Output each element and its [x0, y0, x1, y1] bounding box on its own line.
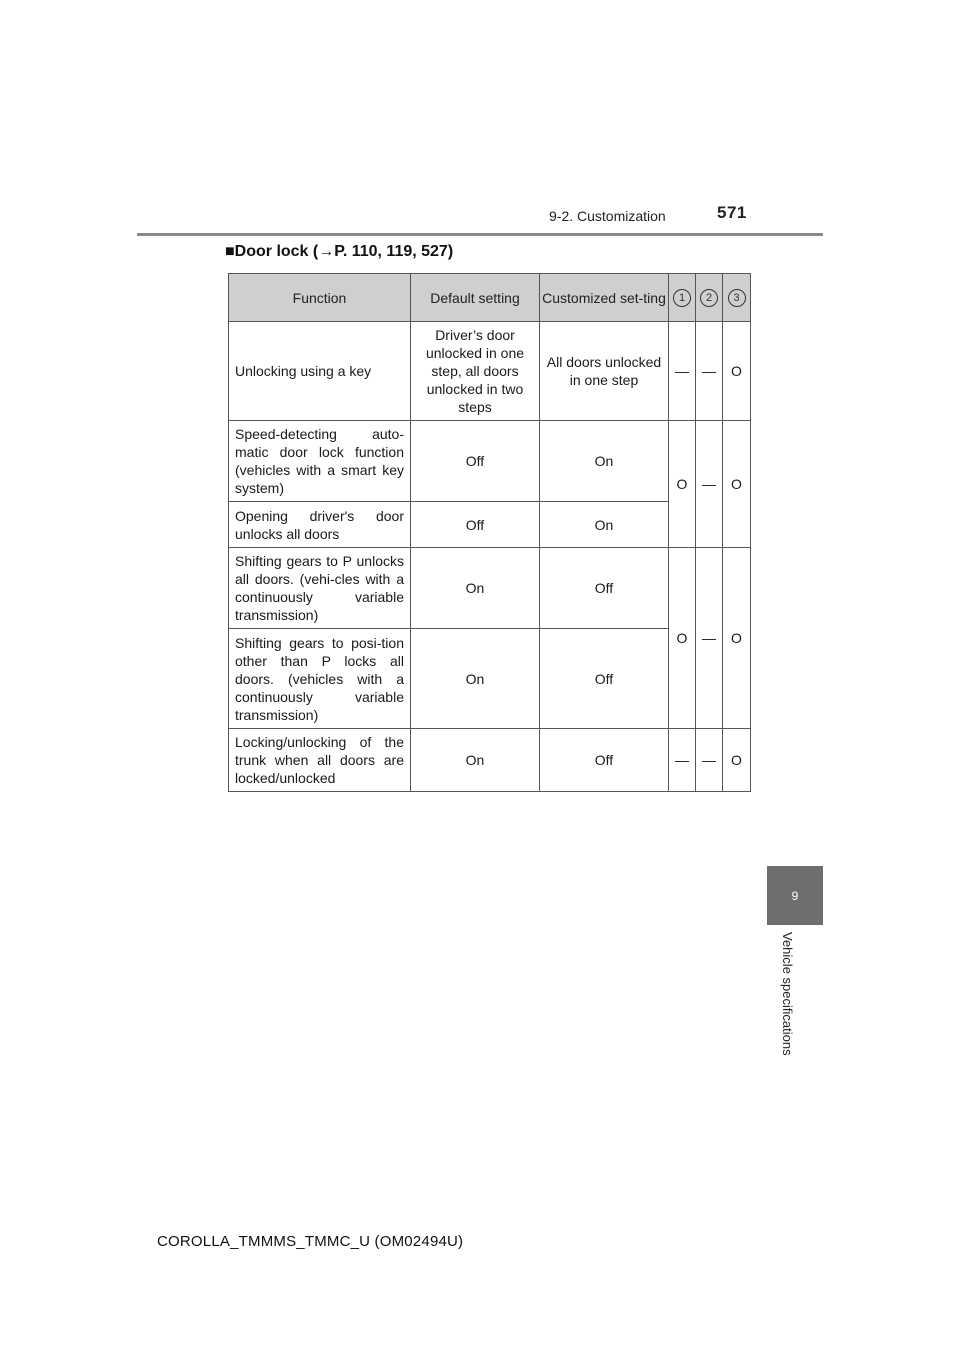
row-function: Shifting gears to P unlocks all doors. (vehi-cles with a continuously variable transmission) [229, 548, 411, 629]
row-default: Off [411, 421, 540, 502]
table-row [229, 548, 751, 629]
row-mark-2: — [696, 548, 723, 729]
row-customized: All doors unlocked in one step [540, 322, 669, 421]
row-default: Driver’s door unlocked in one step, all doors unlocked in two steps [411, 322, 540, 421]
chapter-label: Vehicle specifications [780, 932, 795, 1056]
page-number: 571 [717, 203, 747, 222]
footer-doc-id: COROLLA_TMMMS_TMMC_U (OM02494U) [157, 1233, 464, 1250]
row-mark-2: — [696, 322, 723, 421]
table-header-row [229, 274, 751, 322]
row-function: Opening driver's door unlocks all doors [229, 502, 411, 548]
row-customized: Off [540, 548, 669, 629]
table-row [229, 729, 751, 792]
row-mark-1: — [669, 729, 696, 792]
header-col-3: 3 [728, 289, 746, 307]
chapter-tab [767, 866, 823, 925]
row-function: Shifting gears to posi-tion other than P locks all doors. (vehicles with a continuously variable transmission) [229, 629, 411, 729]
row-mark-1: O [669, 421, 696, 548]
row-default: Off [411, 502, 540, 548]
row-function: Locking/unlocking of the trunk when all doors are locked/unlocked [229, 729, 411, 792]
row-mark-3: O [723, 729, 751, 792]
header-section: 9-2. Customization [549, 208, 666, 224]
table-row [229, 421, 751, 502]
header-customized-setting: Customized set-ting [540, 274, 669, 322]
chapter-number: 9 [791, 888, 799, 903]
header-default-setting: Default setting [411, 274, 540, 322]
row-mark-2: — [696, 729, 723, 792]
row-mark-1: — [669, 322, 696, 421]
row-customized: Off [540, 729, 669, 792]
header-col-2: 2 [700, 289, 718, 307]
row-mark-1: O [669, 548, 696, 729]
row-function: Unlocking using a key [229, 322, 411, 421]
row-mark-3: O [723, 322, 751, 421]
row-function: Speed-detecting auto-matic door lock function (vehicles with a smart key system) [229, 421, 411, 502]
row-customized: On [540, 421, 669, 502]
section-title: ■Door lock (→P. 110, 119, 527) [225, 243, 454, 260]
table-row [229, 322, 751, 421]
row-mark-2: — [696, 421, 723, 548]
row-mark-3: O [723, 548, 751, 729]
row-default: On [411, 629, 540, 729]
header-divider [137, 233, 823, 236]
door-lock-table [228, 273, 751, 792]
row-customized: On [540, 502, 669, 548]
header-col-1: 1 [673, 289, 691, 307]
row-mark-3: O [723, 421, 751, 548]
row-default: On [411, 729, 540, 792]
row-default: On [411, 548, 540, 629]
header-function: Function [229, 274, 411, 322]
row-customized: Off [540, 629, 669, 729]
